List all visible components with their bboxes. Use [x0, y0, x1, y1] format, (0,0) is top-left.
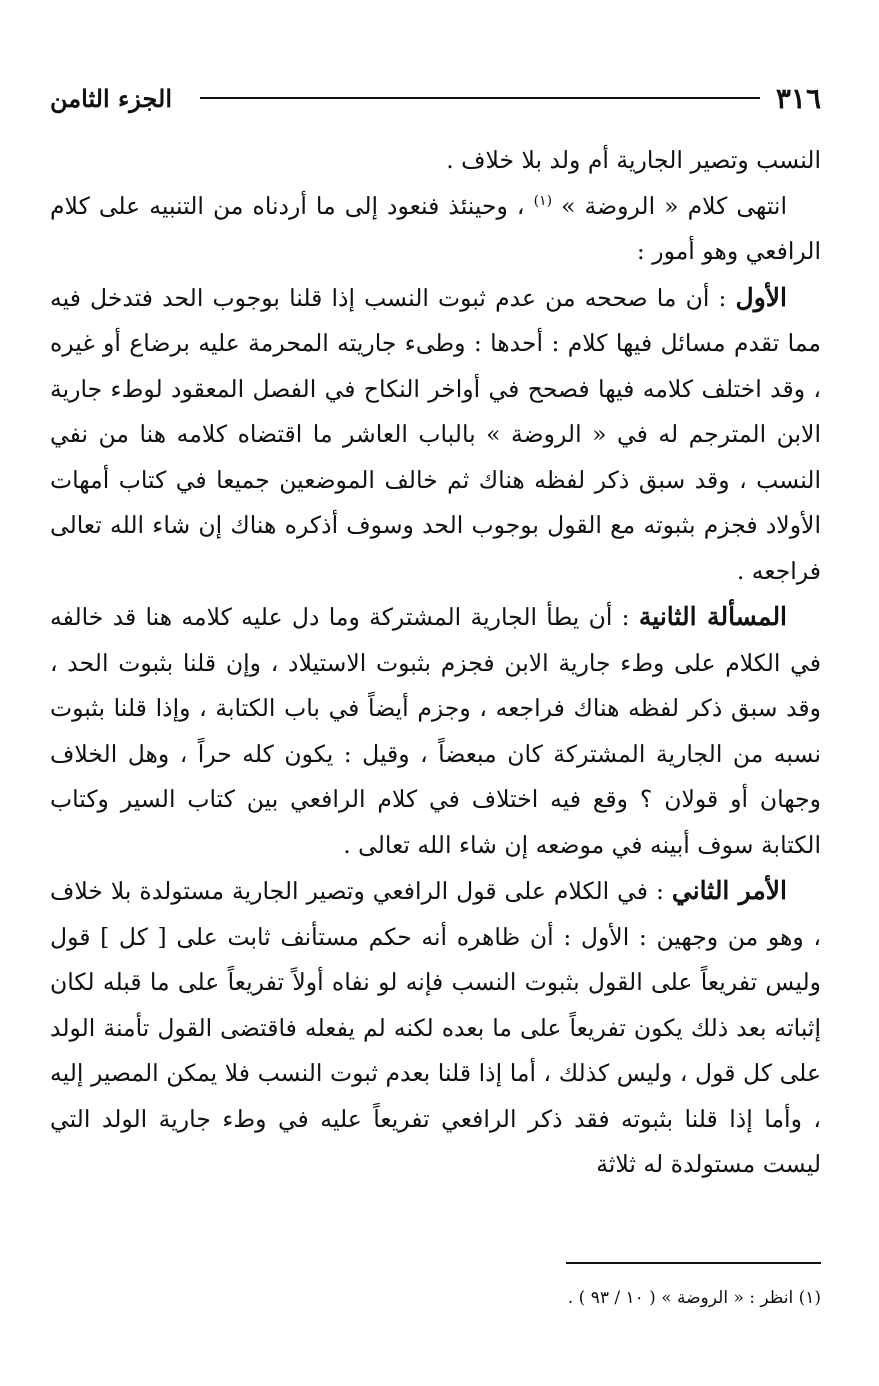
paragraph-text: : في الكلام على قول الرافعي وتصير الجارية مستولدة بلا خلاف ، وهو من وجهين : الأول : أن ظاهره أنه حكم مستأنف ثابت على [ كل ] قول وليس تفريعاً على القول بثبوت النسب فإنه لو نفاه أولاً تفريعاً على ما قبله لكان إثباته بعد ذلك يكون تفريعاً على ما بعده لكنه لم يفعله فاقتضى القول تأمنة الولد على كل قول ، وليس كذلك ، أما إذا قلنا بعدم ثبوت النسب فلا يمكن المصير إليه ، وأما إذا قلنا بثبوته فقد ذكر الرافعي تفريعاً عليه في وطء جارية الولد التي ليست مستولدة له ثلاثة: [50, 877, 821, 1178]
paragraph-text: : أن ما صححه من عدم ثبوت النسب إذا قلنا بوجوب الحد فتدخل فيه مما تقدم مسائل فيها كلام : أحدها : وطىء جاريته المحرمة عليه برضاع أو غيره ، وقد اختلف كلامه فيها فصحح في أواخر النكاح في الفصل المعقود لوطء جارية الابن المترجم له في « الروضة » بالباب العاشر ما اقتضاه كلامه هنا من نفي النسب ، وقد سبق ذكر لفظه هناك ثم خالف الموضعين جميعا في كتاب أمهات الأولاد فجزم بثبوته مع القول بوجوب الحد وسوف أذكره هناك إن شاء الله تعالى فراجعه .: [50, 283, 821, 585]
paragraph-text: ، وحينئذ فنعود إلى ما أردناه من التنبيه على كلام الرافعي وهو أمور :: [50, 191, 821, 265]
footnote: (١) انظر : « الروضة » ( ١٠ / ٩٣ ) .: [567, 1288, 821, 1308]
footnote-rule: [566, 1262, 821, 1264]
paragraph-lead: الأول: [735, 282, 787, 312]
paragraph-second-issue: [50, 594, 821, 868]
paragraph-text: انتهى كلام « الروضة »: [552, 191, 787, 220]
paragraph-text: : أن يطأ الجارية المشتركة وما دل عليه كلامه هنا قد خالفه في الكلام على وطء جارية الابن فجزم بثبوت الاستيلاد ، وإن قلنا بثبوت الحد ، وقد سبق ذكر لفظه هناك فراجعه ، وجزم أيضاً في باب الكتابة ، وإذا قلنا بثبوت نسبه من الجارية المشتركة كان مبعضاً ، وقيل : يكون كله حراً ، وهل الخلاف وجهان أو قولان ؟ وقع فيه اختلاف في كلام الرافعي بين كتاب السير وكتاب الكتابة سوف أبينه في موضعه إن شاء الله تعالى .: [50, 603, 821, 859]
part-title: الجزء الثامن: [50, 83, 173, 113]
paragraph-quote-end: [50, 184, 821, 275]
paragraph-lead: المسألة الثانية: [638, 602, 788, 631]
paragraph-text: النسب وتصير الجارية أم ولد بلا خلاف .: [446, 146, 821, 174]
paragraph-continuation: [50, 138, 821, 184]
page-number: ٣١٦: [775, 81, 821, 115]
running-head: [50, 78, 821, 118]
paragraph-lead: الأمر الثاني: [671, 876, 787, 905]
paragraph-first-matter: [50, 275, 821, 595]
body-text: [50, 138, 821, 1188]
footnote-reference[interactable]: (١): [533, 192, 553, 209]
paragraph-second-matter: [50, 868, 821, 1188]
header-rule: [200, 97, 760, 99]
